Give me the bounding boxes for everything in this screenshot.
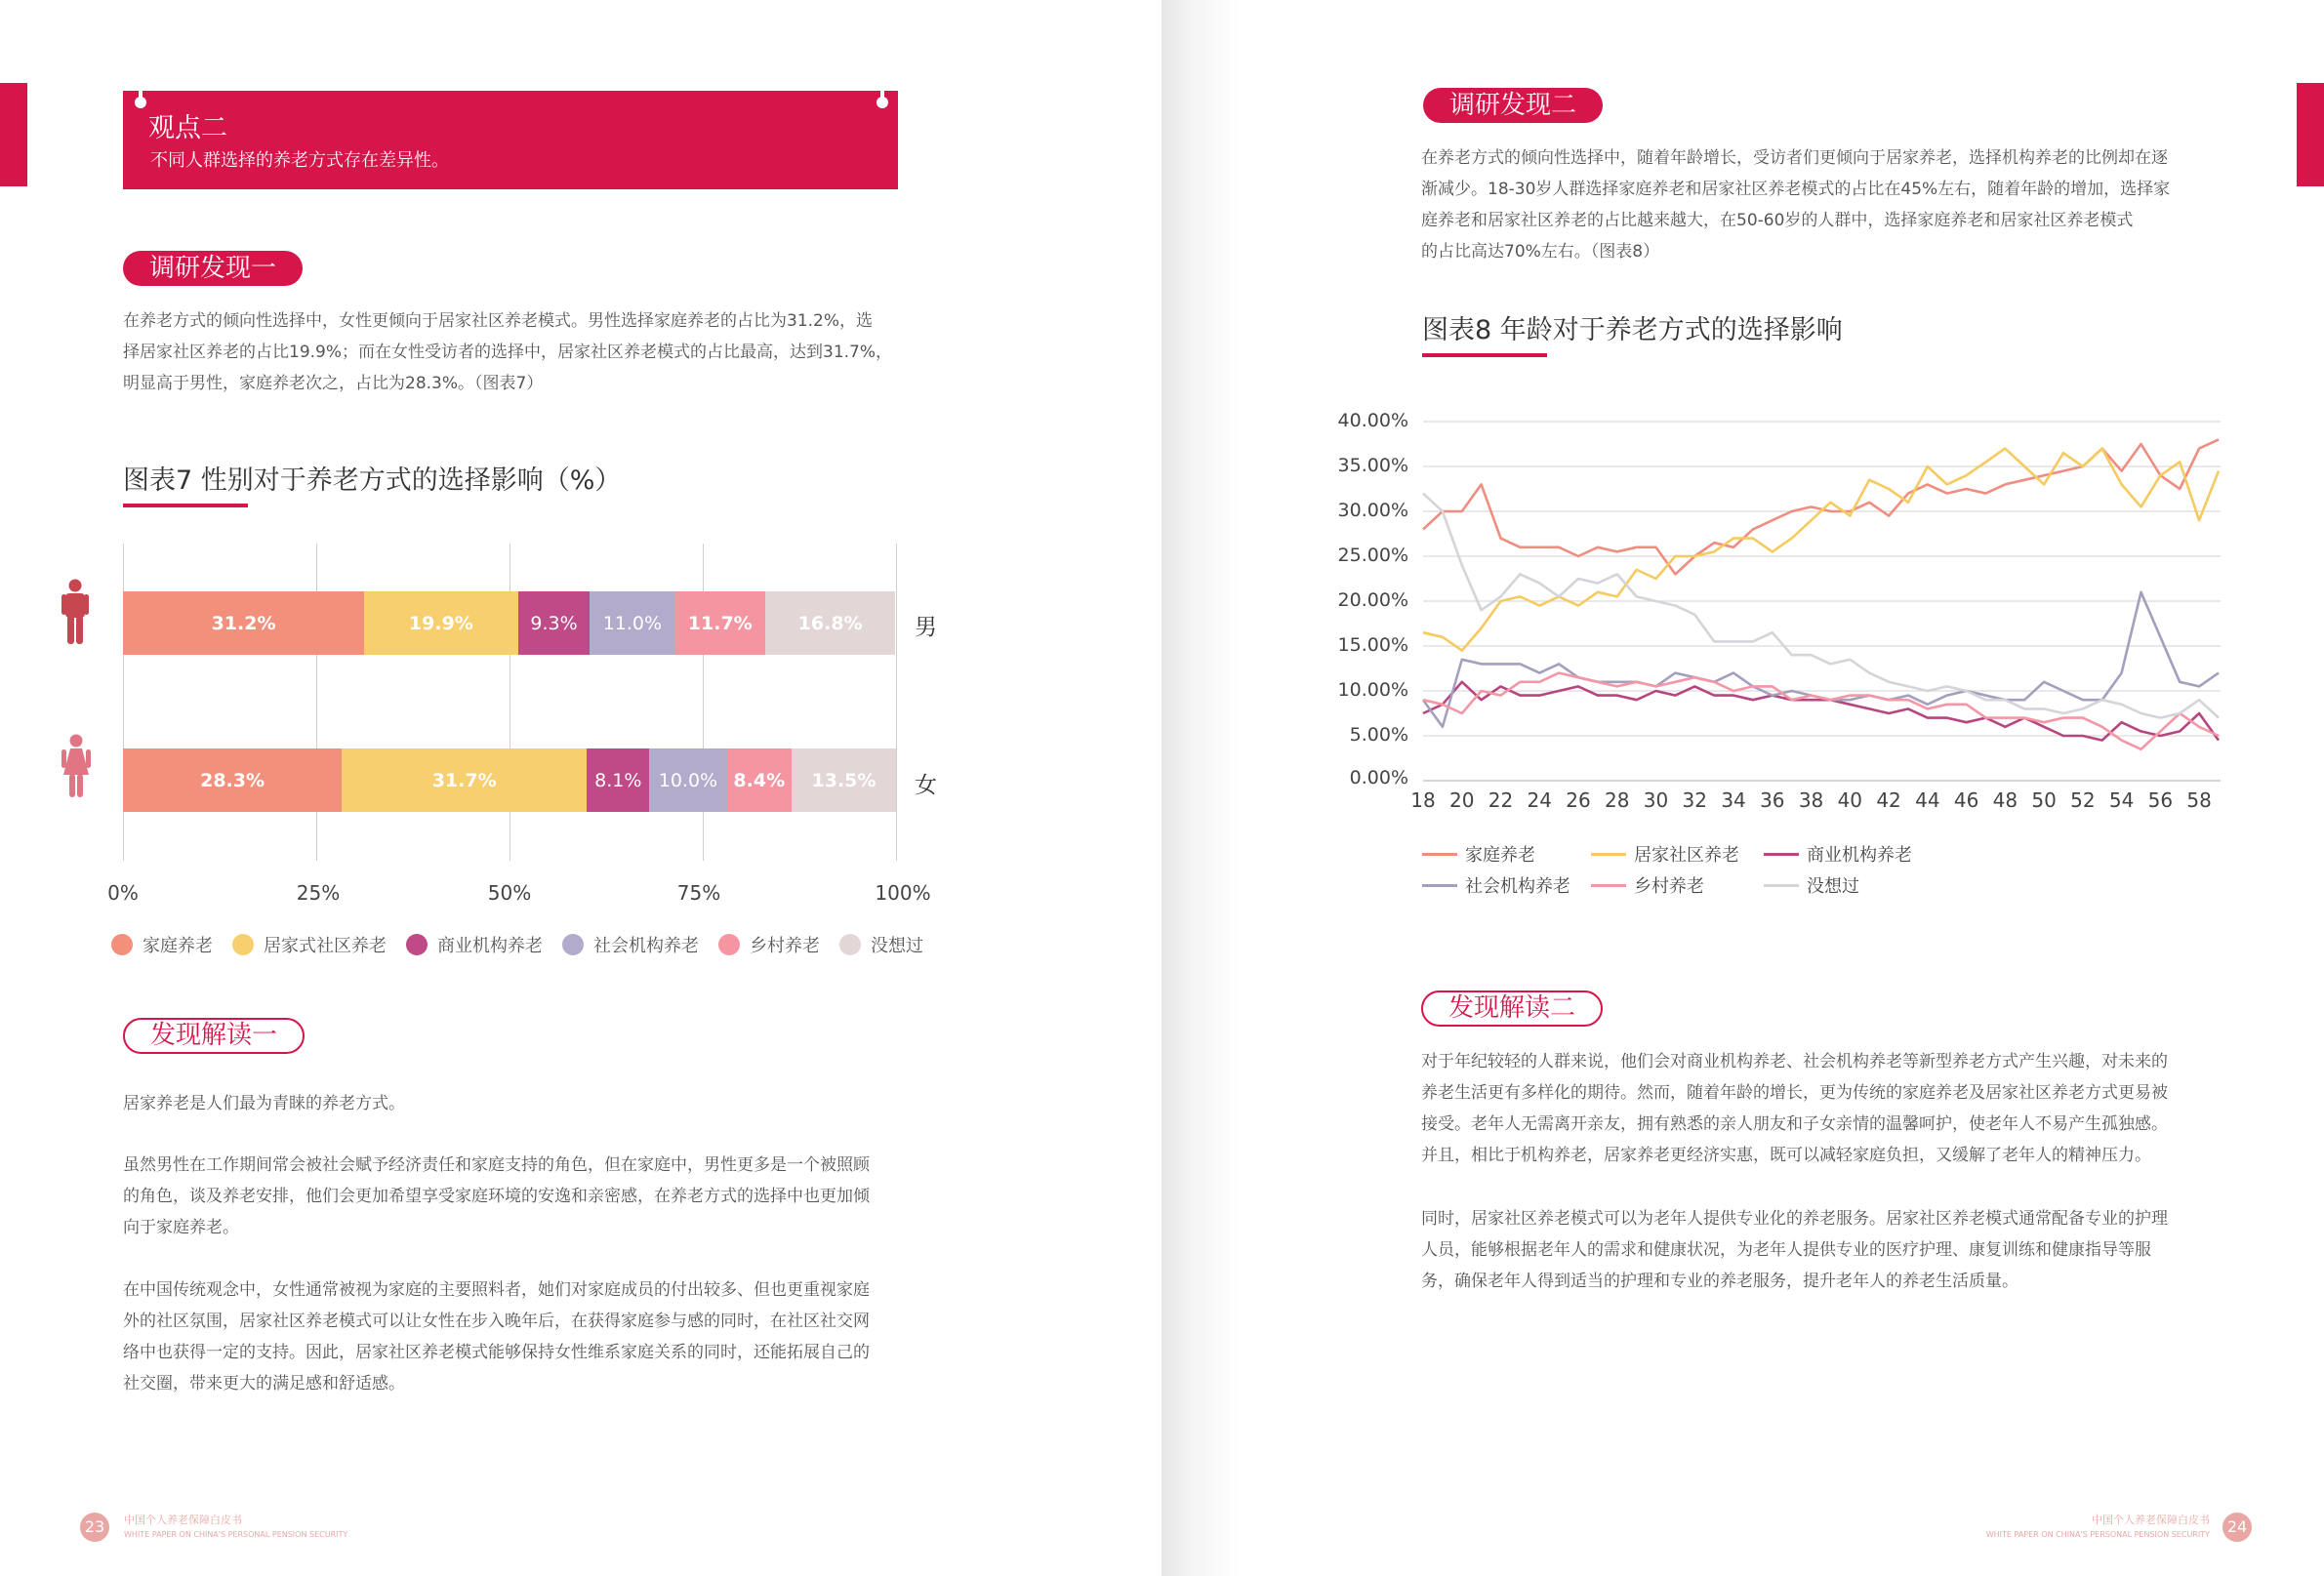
interp1-line: 在中国传统观念中，女性通常被视为家庭的主要照料者，她们对家庭成员的付出较多、但也更重视家庭	[123, 1280, 870, 1300]
x-tick-label: 52	[2070, 788, 2096, 812]
footer-title-cn: 中国个人养老保障白皮书	[2092, 1514, 2210, 1526]
finding2-line: 庭养老和居家社区养老的占比越来越大，在50-60岁的人群中，选择家庭养老和居家社区养老模式	[1421, 211, 2134, 230]
series-line	[1423, 449, 2219, 651]
y-tick-label: 5.00%	[1349, 724, 1408, 746]
legend-dot	[718, 934, 740, 955]
bar-segment: 28.3%	[123, 748, 342, 812]
legend-dot	[406, 934, 428, 955]
legend-item	[1764, 872, 1859, 898]
x-tick-label: 54	[2108, 788, 2135, 812]
x-tick-label: 48	[1992, 788, 2018, 812]
y-tick-label: 10.00%	[1337, 679, 1408, 701]
chart8-title: 图表8 年龄对于养老方式的选择影响	[1422, 315, 1843, 345]
y-tick-label: 25.00%	[1337, 545, 1408, 566]
legend-swatch	[1764, 884, 1799, 887]
legend-label: 家庭养老	[143, 936, 213, 956]
bar-row-male	[123, 591, 896, 655]
interp1-line: 的角色，谈及养老安排，他们会更加希望享受家庭环境的安逸和亲密感，在养老方式的选择中也更加倾	[123, 1187, 870, 1206]
legend-label: 没想过	[1807, 876, 1859, 897]
x-tick-label: 18	[1410, 788, 1436, 812]
legend-item	[406, 932, 543, 957]
x-tick-label: 26	[1566, 788, 1591, 812]
page-number: 23	[80, 1513, 109, 1542]
interp2-line: 养老生活更有多样化的期待。然而，随着年龄的增长，更为传统的家庭养老及居家社区养老方式更易被	[1421, 1083, 2168, 1103]
legend-label: 家庭养老	[1465, 845, 1535, 866]
viewpoint-banner	[123, 91, 898, 189]
legend-label: 居家社区养老	[1634, 845, 1739, 866]
finding2-line: 在养老方式的倾向性选择中，随着年龄增长，受访者们更倾向于居家养老，选择机构养老的比例却在逐	[1421, 148, 2168, 168]
legend-item	[1422, 841, 1535, 867]
x-tick-label: 30	[1643, 788, 1669, 812]
x-tick-label: 46	[1953, 788, 1979, 812]
finding1-line: 在养老方式的倾向性选择中，女性更倾向于居家社区养老模式。男性选择家庭养老的占比为31.2%，选	[123, 311, 874, 331]
finding1-text	[123, 305, 923, 399]
bar-segment: 11.0%	[590, 591, 674, 655]
chart8-plot	[1162, 0, 2324, 859]
x-tick-label: 20	[1449, 788, 1475, 812]
interp1-line: 外的社区氛围，居家社区养老模式可以让女性在步入晚年后，在获得家庭参与感的同时，在社区社交网	[123, 1312, 870, 1331]
interp1-p1: 居家养老是人们最为青睐的养老方式。	[123, 1094, 405, 1113]
x-tick-label: 36	[1760, 788, 1785, 812]
x-tick-label: 50%	[487, 881, 532, 905]
x-tick-label: 44	[1915, 788, 1940, 812]
banner-pin-right	[880, 83, 884, 99]
bar-segment: 9.3%	[518, 591, 591, 655]
legend-dot	[562, 934, 584, 955]
x-tick-label: 50	[2031, 788, 2057, 812]
y-tick-label: 40.00%	[1337, 410, 1408, 431]
x-tick-label: 34	[1721, 788, 1746, 812]
interp1-line: 社交圈，带来更大的满足感和舒适感。	[123, 1374, 405, 1394]
x-tick-label: 58	[2186, 788, 2212, 812]
grid-line-100	[896, 544, 897, 861]
interp1-line: 向于家庭养老。	[123, 1218, 239, 1237]
finding1-line: 择居家社区养老的占比19.9%；而在女性受访者的选择中，居家社区养老模式的占比最高，达到31.7%，	[123, 343, 893, 362]
chart8-x-axis-labels	[1162, 788, 2324, 816]
interp2-line: 同时，居家社区养老模式可以为老年人提供专业化的养老服务。居家社区养老模式通常配备专业的护理	[1421, 1209, 2168, 1229]
y-tick-label: 20.00%	[1337, 589, 1408, 611]
interp2-p1	[1421, 1046, 2222, 1171]
series-line	[1423, 673, 2219, 749]
legend-item	[1764, 841, 1912, 867]
y-tick-label: 30.00%	[1337, 500, 1408, 521]
bar-segment: 31.7%	[342, 748, 587, 812]
interp2-line: 接受。老年人无需离开亲友，拥有熟悉的亲人朋友和子女亲情的温馨呵护，使老年人不易产生孤独感。	[1421, 1114, 2168, 1134]
chart7-title-underline	[123, 504, 248, 507]
bar-segment: 11.7%	[674, 591, 765, 655]
x-tick-label: 100%	[875, 881, 931, 905]
legend-label: 居家式社区养老	[264, 936, 387, 956]
legend-item	[718, 932, 820, 957]
x-tick-label: 42	[1876, 788, 1901, 812]
y-tick-label: 0.00%	[1349, 767, 1408, 788]
x-tick-label: 22	[1488, 788, 1514, 812]
footer-title-en: WHITE PAPER ON CHINA'S PERSONAL PENSION SECURITY	[124, 1530, 348, 1539]
legend-item	[111, 932, 213, 957]
legend-item	[1591, 872, 1704, 898]
legend-label: 乡村养老	[750, 936, 820, 956]
legend-label: 社会机构养老	[1465, 876, 1570, 897]
interp2-line: 并且，相比于机构养老，居家养老更经济实惠，既可以减轻家庭负担，又缓解了老年人的精神压力。	[1421, 1146, 2151, 1165]
banner-subtitle: 不同人群选择的养老方式存在差异性。	[150, 150, 449, 171]
finding2-line: 渐减少。18-30岁人群选择家庭养老和居家社区养老模式的占比在45%左右，随着年龄的增加，选择家	[1421, 180, 2171, 199]
x-tick-label: 24	[1527, 788, 1552, 812]
bar-segment: 8.4%	[727, 748, 793, 812]
interp2-line: 人员，能够根据老年人的需求和健康状况，为老年人提供专业的医疗护理、康复训练和健康指导等服	[1421, 1240, 2151, 1260]
bar-segment: 16.8%	[765, 591, 895, 655]
legend-item	[839, 932, 923, 957]
finding1-title: 调研发现一	[123, 251, 303, 286]
legend-swatch	[1591, 853, 1626, 856]
interp1-title: 发现解读一	[123, 1018, 305, 1054]
legend-swatch	[1591, 884, 1626, 887]
legend-dot	[111, 934, 133, 955]
x-tick-label: 38	[1798, 788, 1824, 812]
y-tick-label: 15.00%	[1337, 634, 1408, 656]
legend-label: 社会机构养老	[593, 936, 699, 956]
series-line	[1423, 439, 2219, 574]
x-tick-label: 0%	[107, 881, 139, 905]
legend-dot	[839, 934, 861, 955]
x-tick-label: 28	[1605, 788, 1630, 812]
legend-swatch	[1422, 853, 1457, 856]
x-tick-label: 32	[1682, 788, 1708, 812]
legend-item	[562, 932, 699, 957]
chart7-title: 图表7 性别对于养老方式的选择影响（%）	[123, 465, 622, 496]
legend-item	[1591, 841, 1739, 867]
bar-segment: 19.9%	[364, 591, 518, 655]
interp2-p2	[1421, 1203, 2222, 1297]
right-page	[1162, 0, 2324, 1576]
legend-label: 没想过	[871, 936, 923, 956]
x-tick-label: 56	[2147, 788, 2174, 812]
interp2-line: 务，确保老年人得到适当的护理和专业的养老服务，提升老年人的养老生活质量。	[1421, 1272, 2018, 1291]
x-tick-label: 25%	[296, 881, 341, 905]
category-label-female: 女	[915, 773, 937, 798]
left-side-tab	[0, 83, 27, 186]
footer-title-cn: 中国个人养老保障白皮书	[124, 1514, 242, 1526]
y-tick-label: 35.00%	[1337, 455, 1408, 476]
footer-title-en: WHITE PAPER ON CHINA'S PERSONAL PENSION SECURITY	[1985, 1530, 2210, 1539]
legend-item	[1422, 872, 1570, 898]
x-tick-label: 40	[1837, 788, 1863, 812]
legend-dot	[232, 934, 254, 955]
bar-row-female	[123, 748, 896, 812]
chart7-legend	[111, 932, 943, 957]
legend-item	[232, 932, 387, 957]
female-icon	[61, 734, 92, 798]
bar-segment: 8.1%	[587, 748, 649, 812]
bar-segment: 10.0%	[649, 748, 726, 812]
legend-swatch	[1764, 853, 1799, 856]
interp2-title: 发现解读二	[1421, 990, 1603, 1027]
bar-segment: 13.5%	[792, 748, 896, 812]
banner-pin-left	[139, 83, 143, 99]
interp2-line: 对于年纪较轻的人群来说，他们会对商业机构养老、社会机构养老等新型养老方式产生兴趣，对未来的	[1421, 1052, 2168, 1071]
page-number: 24	[2222, 1513, 2252, 1542]
male-icon	[61, 579, 90, 645]
legend-label: 商业机构养老	[1807, 845, 1912, 866]
finding1-line: 明显高于男性，家庭养老次之，占比为28.3%。（图表7）	[123, 374, 544, 393]
interp1-p3	[123, 1274, 923, 1399]
interp1-p2	[123, 1150, 923, 1243]
legend-label: 商业机构养老	[437, 936, 543, 956]
interp1-line: 络中也获得一定的支持。因此，居家社区养老模式能够保持女性维系家庭关系的同时，还能拓展自己的	[123, 1343, 870, 1362]
legend-label: 乡村养老	[1634, 876, 1704, 897]
interp1-line: 虽然男性在工作期间常会被社会赋予经济责任和家庭支持的角色，但在家庭中，男性更多是一个被照顾	[123, 1155, 870, 1175]
bar-segment: 31.2%	[123, 591, 364, 655]
banner-title: 观点二	[148, 113, 227, 143]
finding2-title: 调研发现二	[1423, 88, 1603, 123]
finding2-line: 的占比高达70%左右。（图表8）	[1421, 242, 1660, 262]
legend-swatch	[1422, 884, 1457, 887]
category-label-male: 男	[915, 615, 937, 640]
x-tick-label: 75%	[676, 881, 721, 905]
